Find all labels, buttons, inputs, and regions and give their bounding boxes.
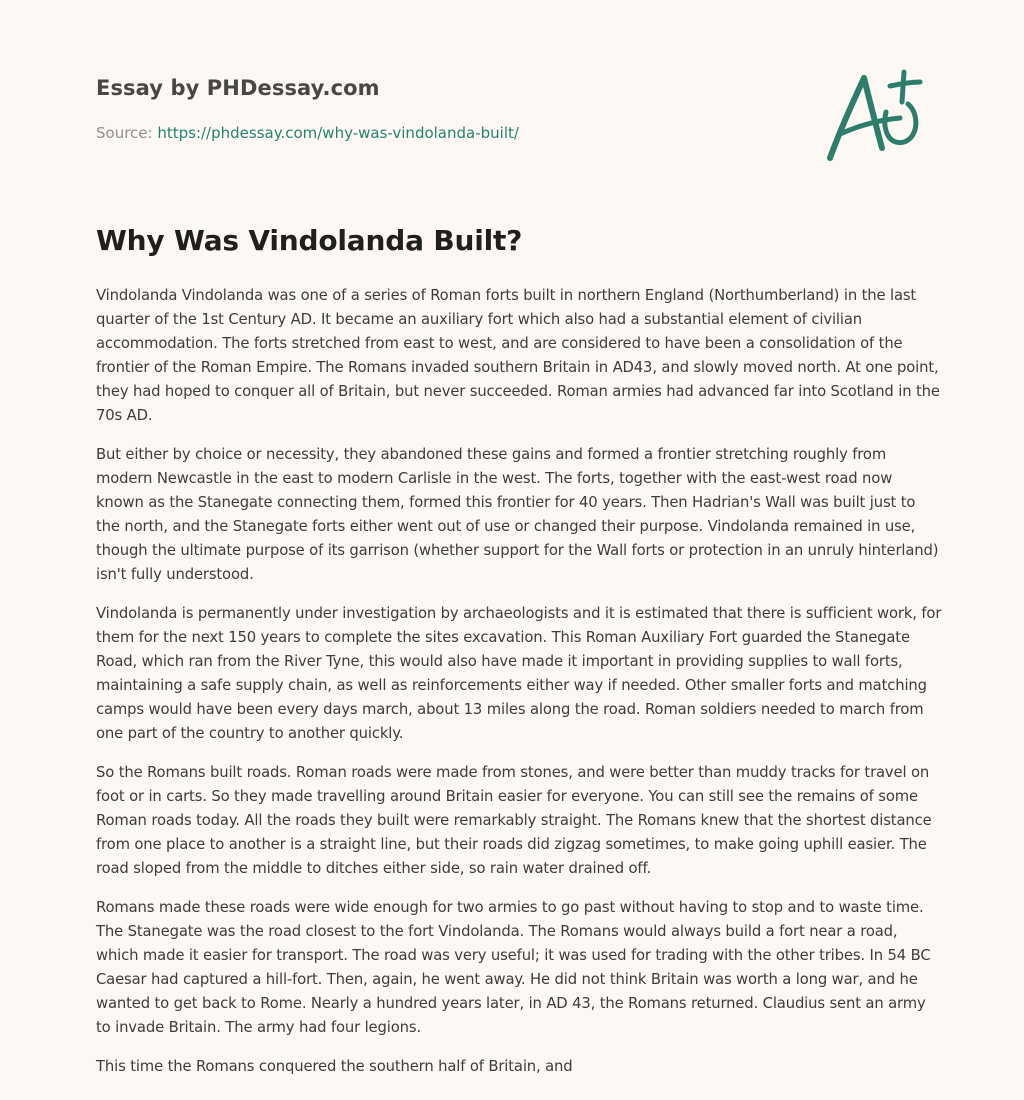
source-line — [96, 124, 519, 142]
essay-paragraph: This time the Romans conquered the southern half of Britain, and — [96, 1058, 573, 1075]
essay-paragraph: So the Romans built roads. Roman roads were made from stones, and were better than muddy tracks for travel on foot or in carts. So they made travelling around Britain easier for everyone. You can still see the remains of some Roman roads today. All the roads they built were remarkably straight. The Romans knew that the shortest distance from one place to another is a straight line, but their roads did zigzag sometimes, to make going uphill easier. The road sloped from the middle to ditches either side, so rain water drained off. — [96, 764, 932, 877]
source-link[interactable]: https://phdessay.com/why-was-vindolanda-built/ — [157, 124, 519, 142]
essay-paragraph: Romans made these roads were wide enough for two armies to go past without having to stop and to waste time. The Stanegate was the road closest to the fort Vindolanda. The Romans would always build a fort near a road, which made it easier for transport. The road was very useful; it was used for trading with the other tribes. In 54 BC Caesar had captured a hill-fort. Then, again, he went away. He did not think Britain was worth a long war, and he wanted to get back to Rome. Nearly a hundred years later, in AD 43, the Romans returned. Claudius sent an army to invade Britain. The army had four legions. — [96, 899, 931, 1036]
site-title: Essay by PHDessay.com — [96, 76, 380, 100]
essay-paragraph: Vindolanda is permanently under investigation by archaeologists and it is estimated that there is sufficient work, for them for the next 150 years to complete the sites excavation. This Roman Auxiliary Fort guarded the Stanegate Road, which ran from the River Tyne, this would also have made it important in providing supplies to wall forts, maintaining a safe supply chain, as well as reinforcements either way if needed. Other smaller forts and matching camps would have been every days march, about 13 miles along the road. Roman soldiers needed to march from one part of the country to another quickly. — [96, 605, 942, 742]
essay-title: Why Was Vindolanda Built? — [96, 224, 523, 257]
essay-paragraph: Vindolanda Vindolanda was one of a series of Roman forts built in northern England (Northumberland) in the last quarter of the 1st Century AD. It became an auxiliary fort which also had a substantial element of civilian accommodation. The forts stretched from east to west, and are considered to have been a consolidation of the frontier of the Roman Empire. The Romans invaded southern Britain in AD43, and slowly moved north. At one point, they had hoped to conquer all of Britain, but never succeeded. Roman armies had advanced far into Scotland in the 70s AD. — [96, 287, 940, 424]
a-plus-logo-icon — [824, 68, 924, 164]
essay-body — [96, 284, 942, 1094]
essay-paragraph: But either by choice or necessity, they abandoned these gains and formed a frontier stretching roughly from modern Newcastle in the east to modern Carlisle in the west. The forts, together with the east-west road now known as the Stanegate connecting them, formed this frontier for 40 years. Then Hadrian's Wall was built just to the north, and the Stanegate forts either went out of use or changed their purpose. Vindolanda remained in use, though the ultimate purpose of its garrison (whether support for the Wall forts or protection in an unruly hinterland) isn't fully understood. — [96, 446, 939, 583]
source-label: Source: — [96, 124, 158, 142]
